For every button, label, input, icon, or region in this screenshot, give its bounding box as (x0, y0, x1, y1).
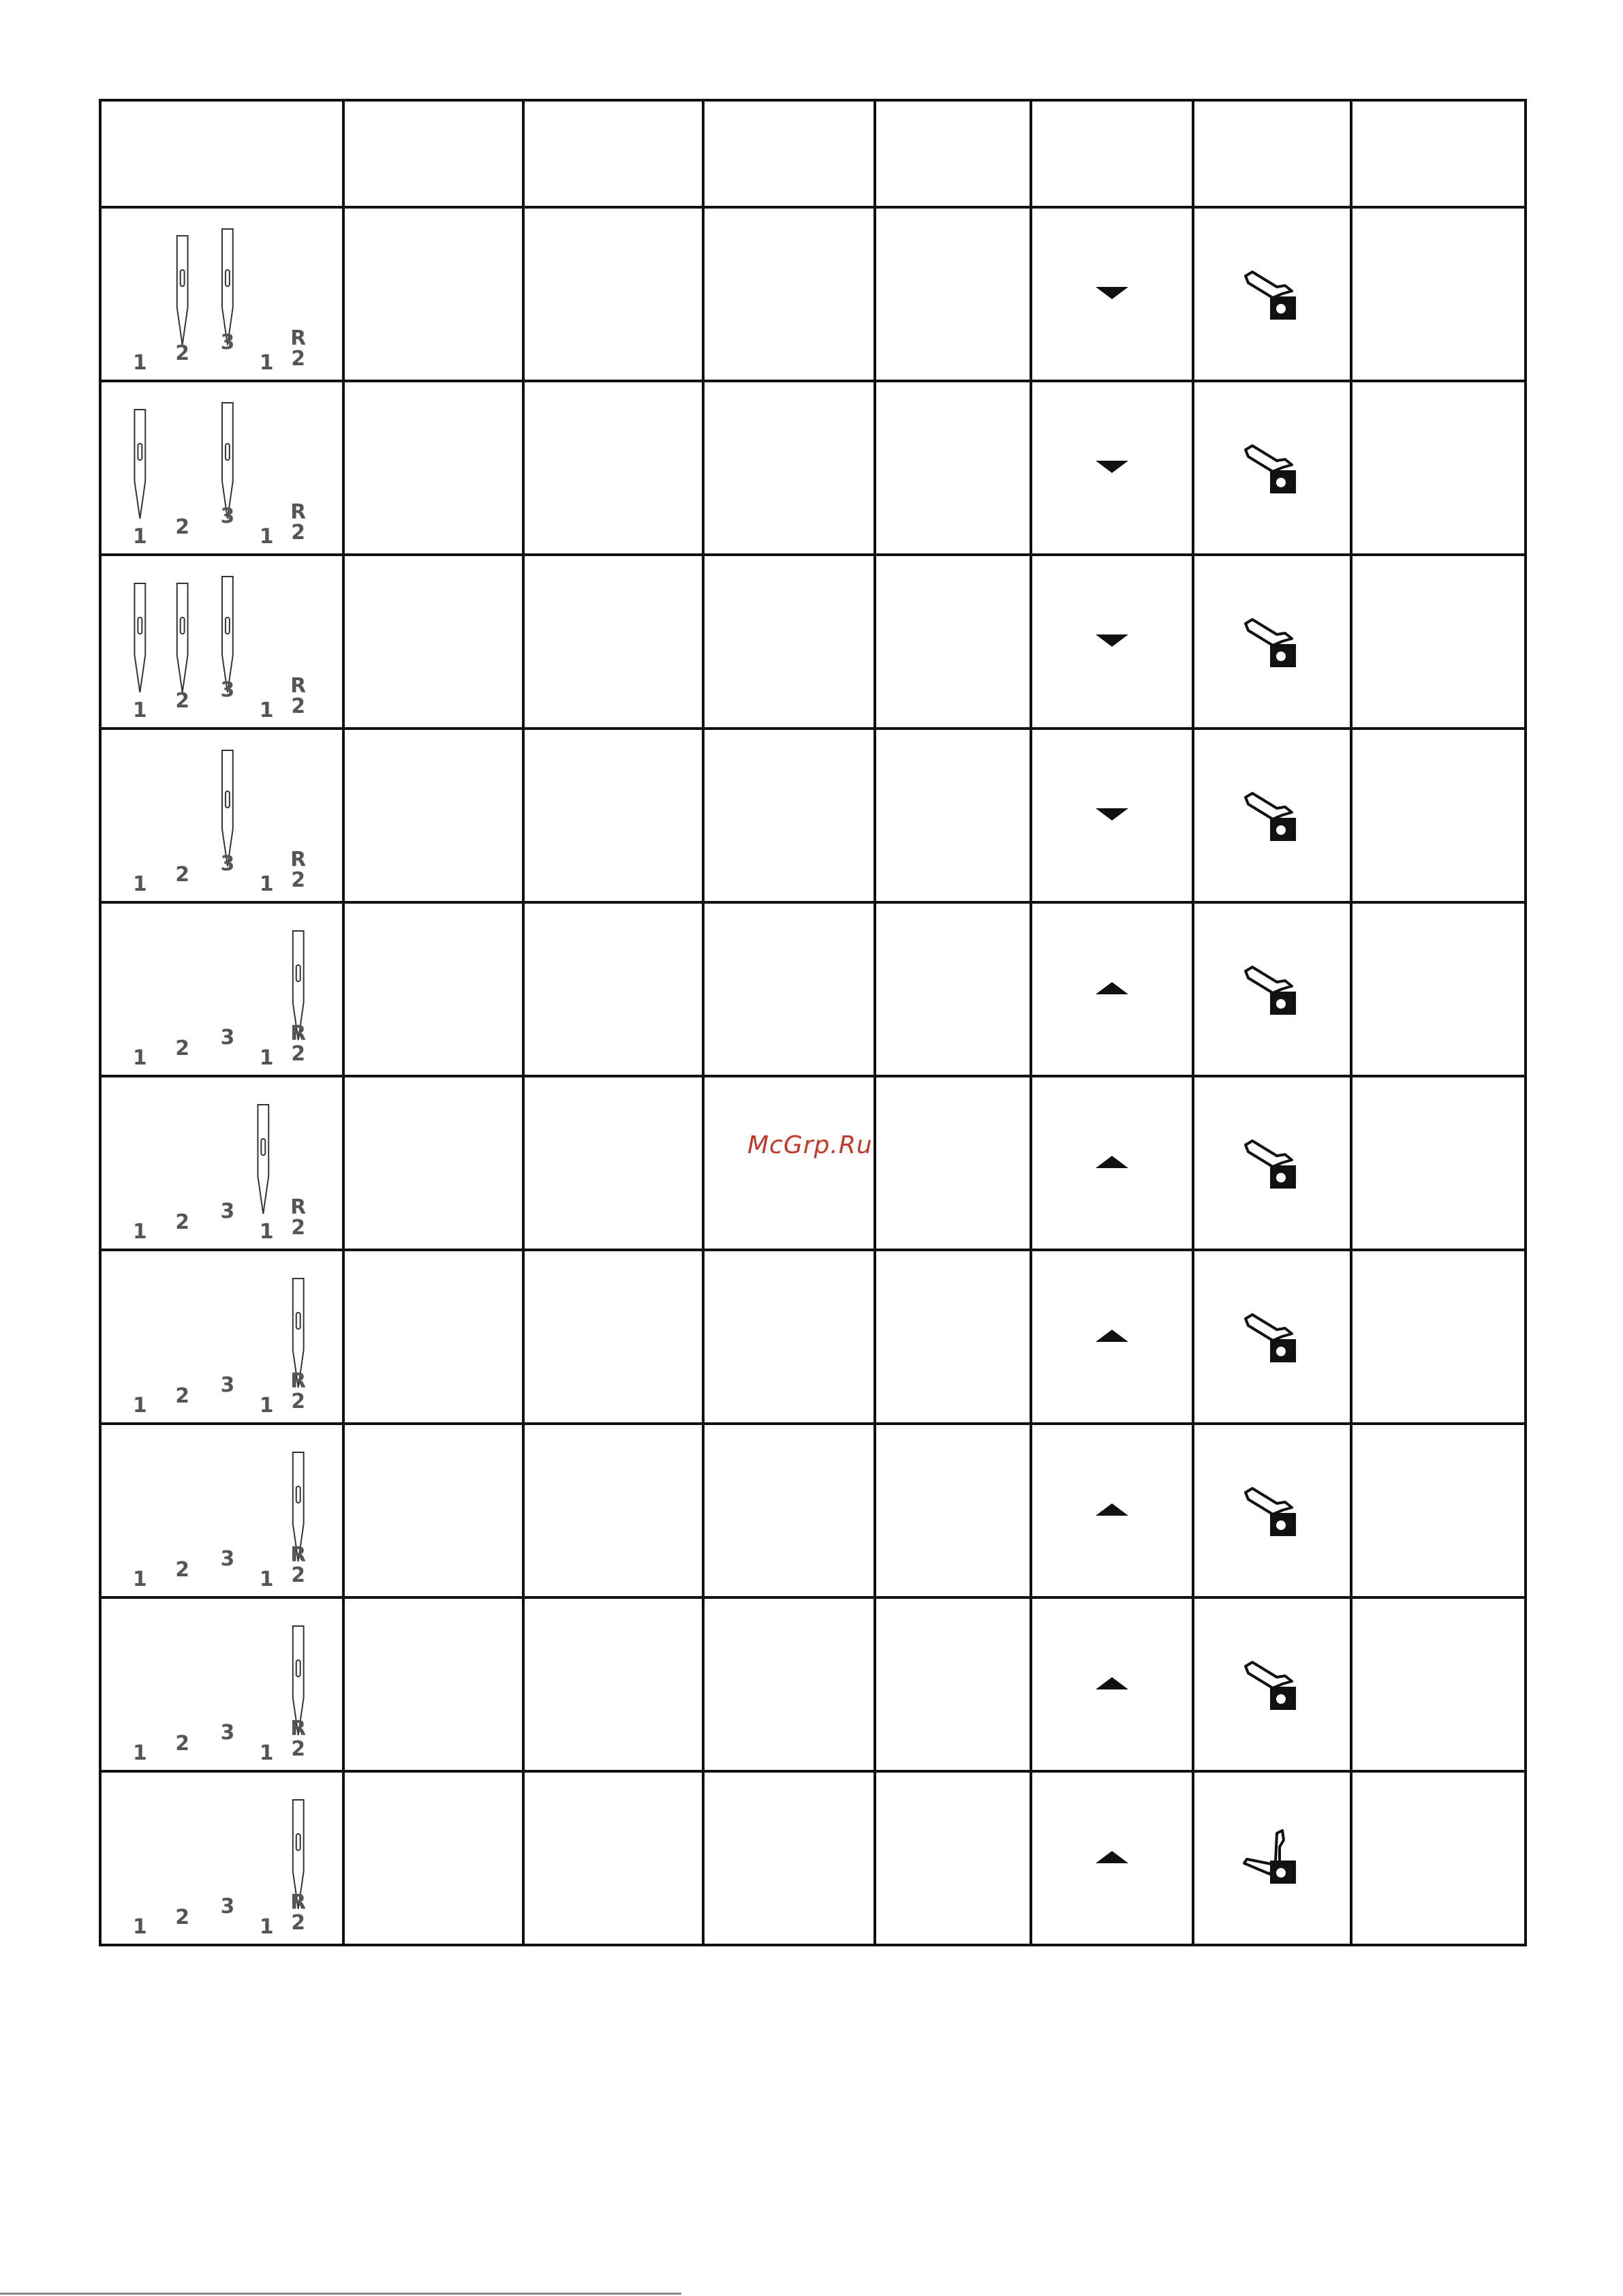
presser-foot-up-icon (1235, 1820, 1310, 1895)
table-cell (343, 729, 523, 902)
triangle-up-icon (1096, 1330, 1128, 1342)
table-cell (1351, 1250, 1526, 1424)
needle-icon (134, 583, 145, 692)
needle-position-label: R (290, 673, 307, 699)
needle-position-label: R (290, 1716, 307, 1741)
table-cell (703, 1771, 875, 1945)
table-row (100, 207, 1526, 381)
table-cell (1351, 555, 1526, 729)
needle-position-label: 2 (175, 1036, 189, 1061)
triangle-up-icon (1096, 1851, 1128, 1863)
table-row (100, 1597, 1526, 1771)
triangle-down-icon (1096, 287, 1128, 299)
header-cell (1031, 100, 1193, 207)
table-cell (1351, 1076, 1526, 1250)
needle-position-label: 1 (133, 1914, 147, 1940)
needle-position-label: 3 (220, 1720, 235, 1745)
table-row (100, 1076, 1526, 1250)
table-cell (343, 1771, 523, 1945)
needle-position-label: 3 (220, 1199, 235, 1224)
table-cell (343, 1250, 523, 1424)
presser-foot-down-icon (1235, 1298, 1310, 1373)
needle-position-label: R (290, 847, 307, 872)
needle-position-label: 1 (259, 1393, 274, 1418)
header-cell (1351, 100, 1526, 207)
needle-position-label: 1 (133, 1219, 147, 1244)
presser-foot-down-icon (1235, 1646, 1310, 1721)
table-cell (1031, 1597, 1193, 1771)
table-cell (343, 1424, 523, 1597)
triangle-up-icon (1096, 982, 1128, 994)
triangle-down-icon (1096, 461, 1128, 473)
table-cell (343, 1597, 523, 1771)
needle-position-label: 3 (220, 1546, 235, 1572)
table-cell (1193, 729, 1351, 902)
needle-position-diagram (102, 209, 342, 380)
needle-position-label: 2 (291, 520, 306, 545)
table-cell (1031, 1424, 1193, 1597)
needle-position-label: 2 (291, 1215, 306, 1240)
triangle-down-icon (1096, 808, 1128, 821)
table-cell (1193, 207, 1351, 381)
table-cell (1031, 381, 1193, 555)
triangle-up-icon (1096, 1503, 1128, 1516)
table-cell (703, 902, 875, 1076)
needle-position-diagram (102, 730, 342, 901)
needle-position-label: 1 (133, 698, 147, 723)
table-cell (703, 1597, 875, 1771)
table-row (100, 1424, 1526, 1597)
table-cell (523, 381, 703, 555)
header-cell (100, 100, 343, 207)
needle-icon (134, 410, 145, 519)
header-cell (523, 100, 703, 207)
needle-icon (258, 1105, 268, 1214)
header-row (100, 100, 1526, 207)
presser-foot-down-icon (1235, 603, 1310, 678)
needle-position-label: 1 (259, 1219, 274, 1244)
needle-position-label: 2 (175, 515, 189, 540)
needle-position-label: 2 (175, 1383, 189, 1409)
table-cell (523, 902, 703, 1076)
needle-position-label: 1 (259, 1741, 274, 1766)
table-cell (523, 1076, 703, 1250)
presser-foot-down-icon (1235, 1124, 1310, 1199)
needle-position-label: 2 (291, 1910, 306, 1935)
table-cell (523, 555, 703, 729)
table-cell (703, 1424, 875, 1597)
table-row (100, 381, 1526, 555)
needle-position-label: R (290, 1890, 307, 1915)
table-cell (100, 1771, 343, 1945)
table-cell (1031, 207, 1193, 381)
table-cell (1351, 207, 1526, 381)
table-cell (100, 207, 343, 381)
table-cell (703, 1250, 875, 1424)
needle-position-label: 2 (175, 1731, 189, 1756)
table-cell (100, 902, 343, 1076)
triangle-up-icon (1096, 1677, 1128, 1689)
table-cell (100, 1424, 343, 1597)
table-cell (1351, 381, 1526, 555)
table-cell (100, 555, 343, 729)
header-cell (875, 100, 1031, 207)
presser-foot-down-icon (1235, 429, 1310, 504)
needle-position-label: 3 (220, 851, 235, 876)
table-cell (1193, 381, 1351, 555)
table-cell (343, 555, 523, 729)
table-cell (523, 207, 703, 381)
table-cell (1351, 729, 1526, 902)
table-cell (100, 381, 343, 555)
needle-position-label: 3 (220, 677, 235, 703)
header-cell (703, 100, 875, 207)
needle-position-label: 2 (291, 868, 306, 893)
needle-position-label: 2 (291, 346, 306, 371)
needle-position-label: 3 (220, 1025, 235, 1050)
watermark: McGrp.Ru (747, 1131, 873, 1159)
needle-position-diagram (102, 1425, 342, 1596)
needle-position-label: 3 (220, 504, 235, 529)
header-cell (1193, 100, 1351, 207)
table-cell (703, 555, 875, 729)
needle-position-diagram (102, 556, 342, 727)
needle-position-label: 2 (291, 694, 306, 719)
table-cell (1031, 1076, 1193, 1250)
needle-position-label: 1 (259, 524, 274, 549)
table-cell (1351, 1597, 1526, 1771)
needle-position-label: 2 (175, 862, 189, 887)
presser-foot-down-icon (1235, 951, 1310, 1026)
table-cell (875, 1771, 1031, 1945)
settings-table (99, 99, 1527, 1946)
table-cell (343, 207, 523, 381)
table-row (100, 729, 1526, 902)
needle-position-label: 1 (133, 1567, 147, 1592)
triangle-down-icon (1096, 634, 1128, 647)
needle-position-label: 1 (259, 350, 274, 376)
needle-position-label: 2 (291, 1389, 306, 1414)
table-cell (1031, 729, 1193, 902)
needle-position-label: 1 (259, 872, 274, 897)
table-cell (875, 381, 1031, 555)
table-cell (343, 1076, 523, 1250)
table-cell (523, 1424, 703, 1597)
presser-foot-down-icon (1235, 256, 1310, 331)
needle-position-label: 2 (291, 1736, 306, 1762)
table-cell (343, 902, 523, 1076)
needle-position-label: R (290, 1368, 307, 1394)
needle-position-label: 3 (220, 1373, 235, 1398)
table-cell (1193, 1771, 1351, 1945)
table-row (100, 1250, 1526, 1424)
table-cell (100, 1597, 343, 1771)
table-cell (875, 902, 1031, 1076)
table-cell (875, 1250, 1031, 1424)
needle-position-label: R (290, 1195, 307, 1220)
table-cell (1193, 1250, 1351, 1424)
needle-position-label: 2 (175, 688, 189, 714)
table-cell (1351, 902, 1526, 1076)
table-cell (1031, 1771, 1193, 1945)
needle-position-diagram (102, 1599, 342, 1770)
needle-icon (222, 229, 233, 345)
triangle-up-icon (1096, 1156, 1128, 1168)
presser-foot-down-icon (1235, 777, 1310, 852)
table-row (100, 1771, 1526, 1945)
table-cell (523, 1771, 703, 1945)
table-cell (100, 1076, 343, 1250)
table-cell (523, 1250, 703, 1424)
table-cell (875, 555, 1031, 729)
needle-position-label: 1 (133, 524, 147, 549)
needle-position-label: 1 (259, 1567, 274, 1592)
needle-position-label: 2 (291, 1041, 306, 1067)
needle-position-diagram (102, 1251, 342, 1422)
needle-position-label: 1 (133, 1741, 147, 1766)
table-row (100, 902, 1526, 1076)
table-cell (703, 1076, 875, 1250)
table-cell (1193, 555, 1351, 729)
table-cell (875, 1597, 1031, 1771)
table-cell (703, 207, 875, 381)
needle-position-diagram (102, 1077, 342, 1249)
table-cell (343, 381, 523, 555)
needle-position-label: 2 (175, 1557, 189, 1582)
table-cell (1351, 1771, 1526, 1945)
needle-position-label: 3 (220, 330, 235, 355)
needle-position-label: 2 (291, 1563, 306, 1588)
table-cell (1351, 1424, 1526, 1597)
needle-icon (222, 577, 233, 692)
table-cell (875, 729, 1031, 902)
needle-position-diagram (102, 1773, 342, 1944)
needle-position-diagram (102, 904, 342, 1075)
table-cell (1193, 1597, 1351, 1771)
needle-icon (177, 583, 188, 692)
needle-position-label: R (290, 1021, 307, 1046)
page-footer-rule (0, 2293, 681, 2295)
table-row (100, 555, 1526, 729)
needle-icon (177, 236, 188, 345)
needle-icon (222, 750, 233, 866)
needle-position-label: 1 (133, 350, 147, 376)
needle-position-label: R (290, 1542, 307, 1567)
needle-icon (222, 403, 233, 519)
table-cell (100, 729, 343, 902)
table-cell (1031, 902, 1193, 1076)
table-cell (1193, 902, 1351, 1076)
table-cell (703, 381, 875, 555)
table-cell (875, 1076, 1031, 1250)
table-cell (523, 729, 703, 902)
needle-position-label: 1 (133, 872, 147, 897)
needle-position-label: 2 (175, 341, 189, 366)
table-cell (1193, 1076, 1351, 1250)
needle-position-diagram (102, 382, 342, 553)
table-cell (1031, 1250, 1193, 1424)
header-cell (343, 100, 523, 207)
presser-foot-down-icon (1235, 1472, 1310, 1547)
table-cell (875, 207, 1031, 381)
needle-position-label: 1 (133, 1045, 147, 1071)
table-cell (1193, 1424, 1351, 1597)
needle-position-label: 2 (175, 1210, 189, 1235)
needle-position-label: 1 (259, 698, 274, 723)
table-cell (703, 729, 875, 902)
table-cell (875, 1424, 1031, 1597)
needle-position-label: 1 (133, 1393, 147, 1418)
table-cell (100, 1250, 343, 1424)
table-cell (523, 1597, 703, 1771)
needle-position-label: R (290, 326, 307, 351)
table-cell (1031, 555, 1193, 729)
needle-position-label: 3 (220, 1894, 235, 1919)
needle-position-label: 1 (259, 1914, 274, 1940)
needle-position-label: 1 (259, 1045, 274, 1071)
needle-position-label: 2 (175, 1905, 189, 1930)
needle-position-label: R (290, 500, 307, 525)
